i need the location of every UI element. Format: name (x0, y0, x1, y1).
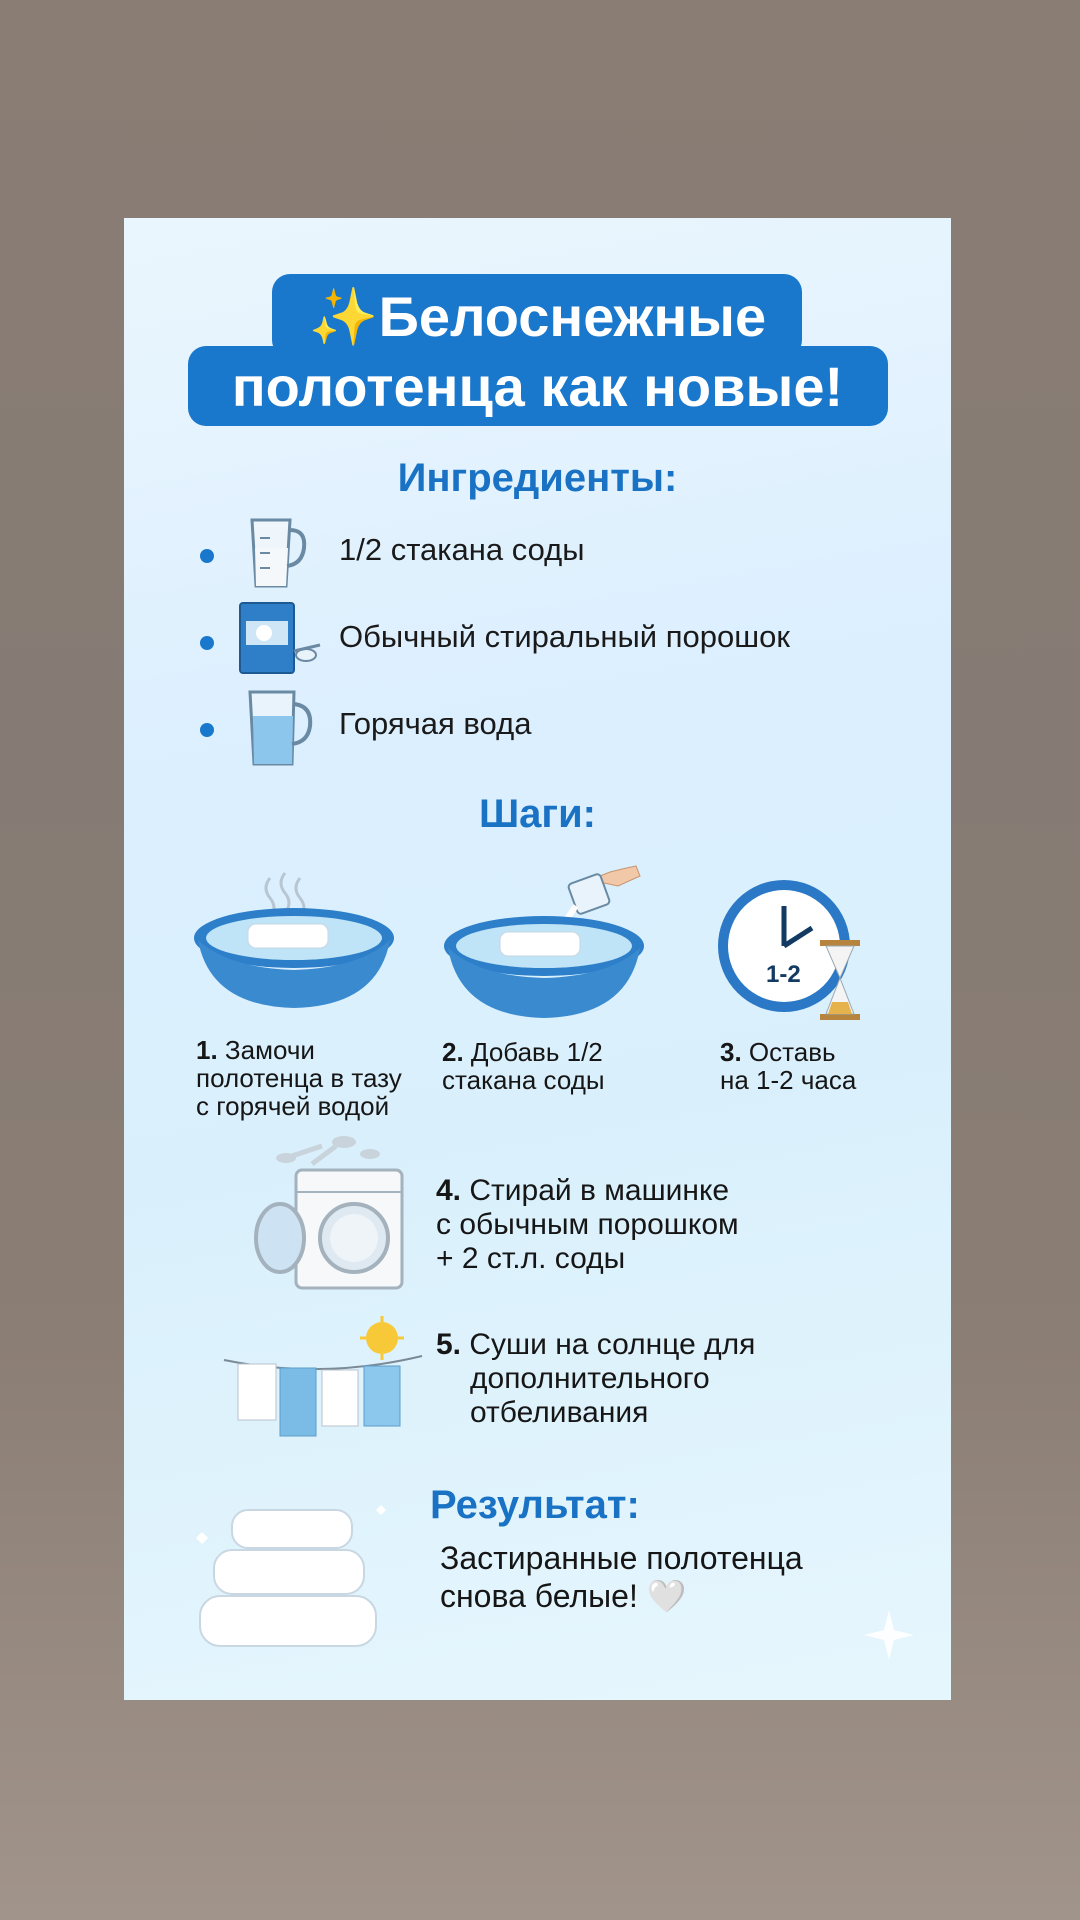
washing-machine-icon (252, 1130, 407, 1290)
sparkle-icon: ✨ (308, 285, 379, 348)
result-text (440, 1539, 900, 1615)
step-line: стакана соды (442, 1065, 605, 1095)
step-line: Суши на солнце для (469, 1328, 756, 1361)
step-line: Стирай в машинке (469, 1174, 730, 1207)
step-line: с горячей водой (196, 1091, 390, 1121)
step-line: полотенца в тазу (196, 1063, 402, 1093)
step-2-text (442, 1038, 605, 1094)
step-4-text (436, 1174, 739, 1276)
result-line: Застиранные полотенца (440, 1540, 803, 1576)
result-line: снова белые! (440, 1578, 638, 1614)
ingredient-item (124, 680, 951, 770)
basin-pouring-soda-icon (440, 858, 660, 1023)
ingredients-heading: Ингредиенты: (397, 456, 678, 500)
step-line: Замочи (224, 1035, 315, 1065)
infographic-card (124, 218, 951, 1700)
water-jug-icon (224, 680, 324, 770)
clock-label: 1-2 (766, 961, 801, 988)
step-line: на 1-2 часа (720, 1065, 857, 1095)
title-text-1: Белоснежные (378, 285, 767, 348)
clock-hourglass-icon (716, 874, 866, 1024)
ingredient-item (124, 508, 951, 598)
ingredient-item (124, 593, 951, 683)
steps-heading: Шаги: (478, 792, 596, 836)
sparkle-star-icon (864, 1610, 914, 1660)
step-number: 4. (436, 1174, 462, 1207)
result-heading: Результат: (430, 1483, 640, 1527)
towel-stack-icon (190, 1480, 410, 1660)
ingredient-label: Обычный стиральный порошок (339, 619, 790, 654)
ingredient-label: Горячая вода (339, 706, 532, 741)
step-1-text (196, 1036, 402, 1120)
step-number: 2. (442, 1037, 464, 1067)
step-line: Оставь (748, 1037, 836, 1067)
step-number: 1. (196, 1035, 218, 1065)
step-number: 5. (436, 1328, 462, 1361)
step-line: отбеливания (470, 1396, 649, 1429)
detergent-box-icon (224, 593, 324, 683)
basin-with-towels-icon (190, 858, 400, 1018)
step-line: Добавь 1/2 (470, 1037, 603, 1067)
step-line: + 2 ст.л. соды (436, 1242, 626, 1275)
step-3-text (720, 1038, 856, 1094)
step-line: дополнительного (470, 1362, 710, 1395)
bullet-dot (200, 723, 214, 737)
title-line-1 (124, 285, 951, 349)
title-line-2: полотенца как новые! (231, 355, 844, 418)
clothesline-sun-icon (222, 1316, 427, 1446)
measuring-cup-icon (224, 508, 324, 598)
ingredient-label: 1/2 стакана соды (339, 532, 585, 567)
step-number: 3. (720, 1037, 742, 1067)
step-5-text (436, 1328, 755, 1430)
bullet-dot (200, 636, 214, 650)
bullet-dot (200, 549, 214, 563)
step-line: с обычным порошком (436, 1208, 739, 1241)
white-heart-icon: 🤍 (646, 1578, 687, 1614)
